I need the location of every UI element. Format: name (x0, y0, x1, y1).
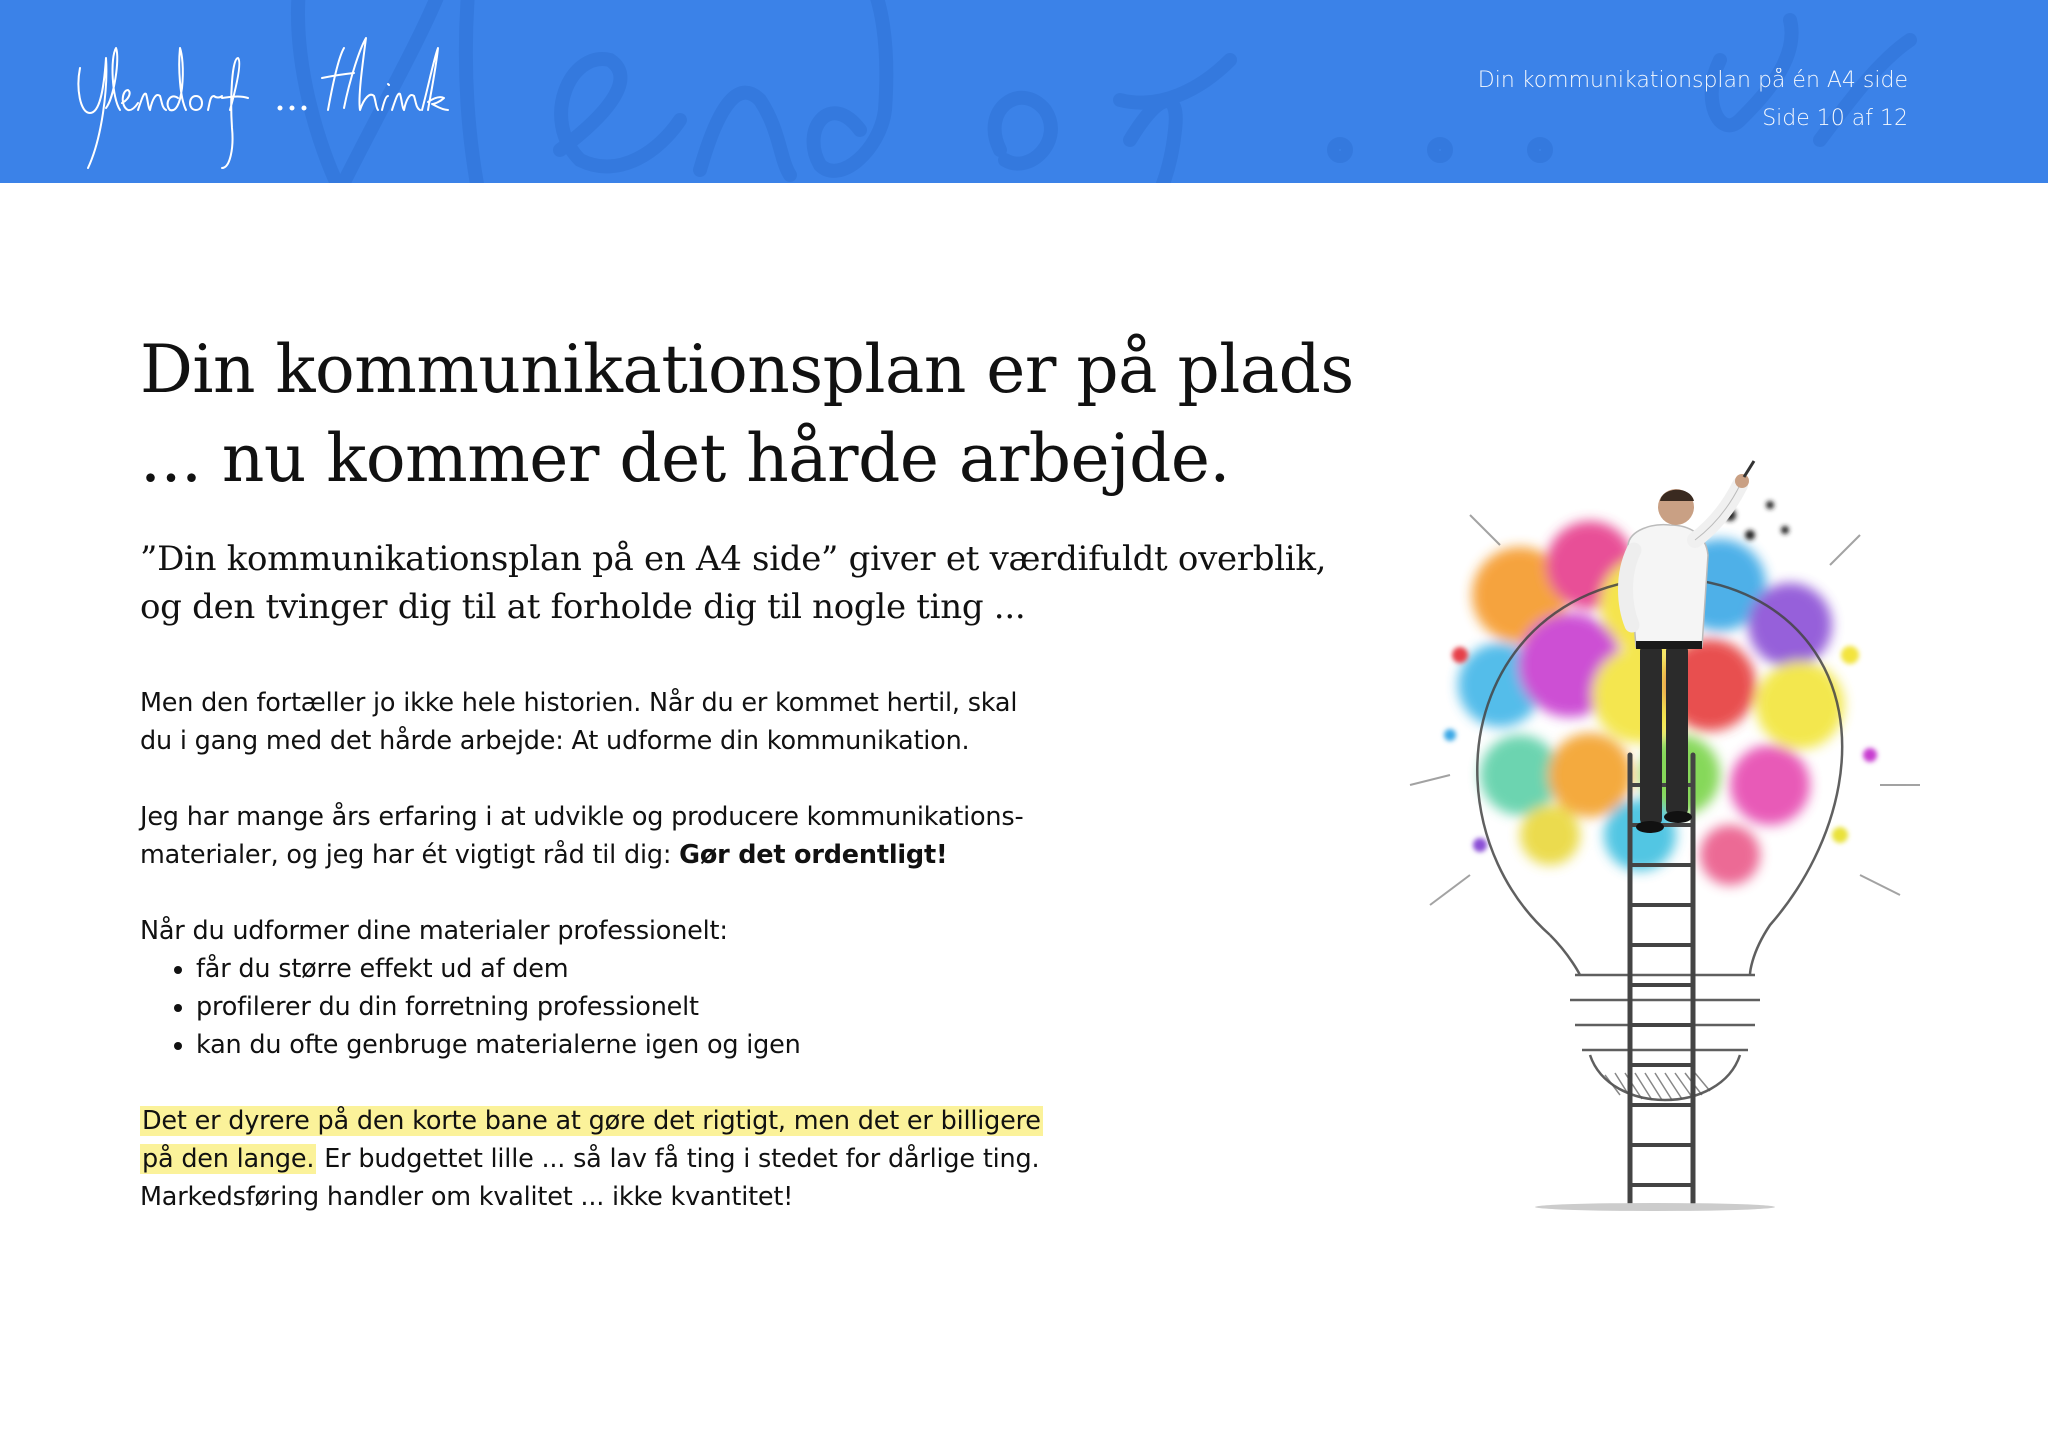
paragraph-4-line-2 (140, 1140, 1040, 1178)
paragraph-3 (140, 912, 1040, 1064)
title-line-1: Din kommunikationsplan er på plads (140, 331, 1354, 408)
paragraph-4-text: Er budgettet lille ... så lav få ting i stedet for dårlige ting. (316, 1144, 1040, 1174)
paragraph-2-line-2 (140, 836, 1040, 874)
list-intro: Når du udformer dine materialer professionelt: (140, 916, 728, 946)
logo (70, 18, 450, 173)
paragraph-4 (140, 1102, 1040, 1216)
document-title: Din kommunikationsplan på én A4 side (1477, 68, 1908, 93)
title-line-2: ... nu kommer det hårde arbejde. (140, 420, 1230, 497)
paragraph-2-line-1: Jeg har mange års erfaring i at udvikle og producere kommunikations- (140, 802, 1024, 832)
paragraph-1-line-1: Men den fortæller jo ikke hele historien. Når du er kommet hertil, skal (140, 688, 1018, 718)
highlighted-text: på den lange. (142, 1144, 315, 1174)
emphasis-text: Gør det ordentligt! (679, 840, 948, 870)
list-item: • profilerer du din forretning professionelt (196, 988, 1040, 1026)
subtitle-line-2: og den tvinger dig til at forholde dig til nogle ting ... (140, 587, 1026, 627)
paragraph-2-text: materialer, og jeg har ét vigtigt råd til dig: (140, 840, 680, 870)
page-header (0, 0, 2048, 183)
subtitle-line-1: ”Din kommunikationsplan på en A4 side” giver et værdifuldt overblik, (140, 539, 1327, 579)
paragraph-1-line-2: du i gang med det hårde arbejde: At udforme din kommunikation. (140, 726, 970, 756)
paragraph-4-line-1 (140, 1102, 1040, 1140)
page-title (140, 325, 1354, 503)
header-meta (1478, 62, 1908, 138)
paragraph-1 (140, 684, 1040, 760)
highlighted-text: Det er dyrere på den korte bane at gøre det rigtigt, men det er billigere (142, 1106, 1041, 1136)
page-indicator: Side 10 af 12 (1762, 106, 1908, 131)
benefits-list (140, 950, 1040, 1064)
list-item: • får du større effekt ud af dem (196, 950, 1040, 988)
lightbulb-illustration (1390, 455, 1950, 1235)
paragraph-2 (140, 798, 1040, 874)
body-text (140, 684, 1040, 1254)
subtitle (140, 535, 1326, 631)
list-item: • kan du ofte genbruge materialerne igen og igen (196, 1026, 1040, 1064)
paragraph-4-line-3: Markedsføring handler om kvalitet ... ikke kvantitet! (140, 1182, 794, 1212)
